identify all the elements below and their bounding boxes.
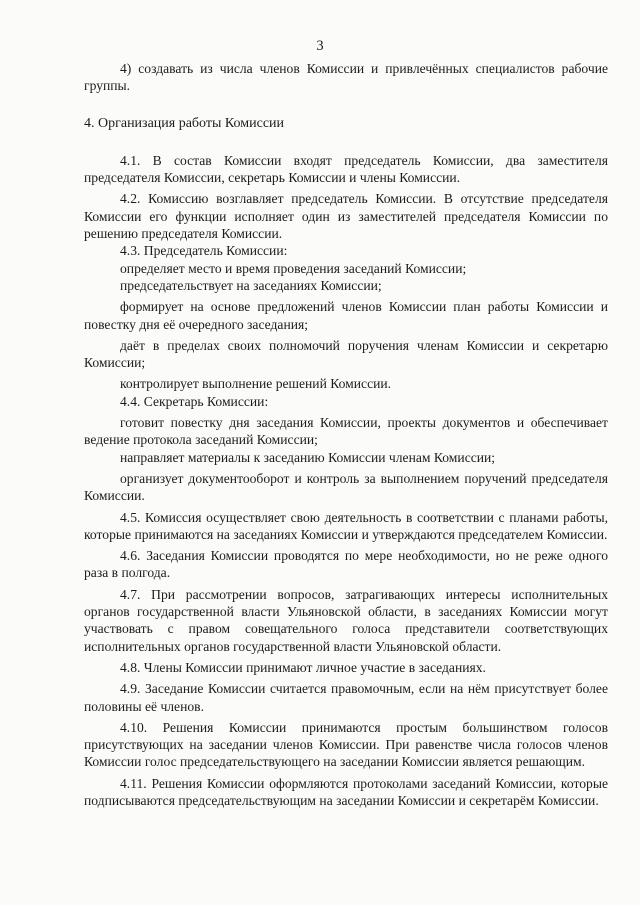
chairman-duty-4: даёт в пределах своих полномочий поручения членам Комиссии и секретарю Комиссии; (84, 337, 608, 371)
section-title: 4. Организация работы Комиссии (84, 115, 285, 131)
paragraph-4-8: 4.8. Члены Комиссии принимают личное участие в заседаниях. (120, 659, 486, 675)
paragraph-4-11: 4.11. Решения Комиссии оформляются протоколами заседаний Комиссии, которые подписываются председательствующим на заседании Комиссии и секретарём Комиссии. (84, 775, 608, 808)
paragraph-4-5: 4.5. Комиссия осуществляет свою деятельность в соответствии с планами работы, которые принимаются на заседаниях Комиссии и утверждаются председателем Комиссии. (84, 509, 608, 542)
document-body (84, 60, 608, 809)
secretary-duty-2: направляет материалы к заседанию Комиссии членам Комиссии; (120, 449, 496, 465)
chairman-duty-5: контролирует выполнение решений Комиссии. (120, 376, 392, 392)
paragraph-4-2: 4.2. Комиссию возглавляет председатель Комиссии. В отсутствие председателя Комиссии его функции исполняет один из заместителей председателя Комиссии по решению председателя Комиссии. (84, 191, 608, 242)
paragraph-4-1: 4.1. В состав Комиссии входят председатель Комиссии, два заместителя председателя Комиссии, секретарь Комиссии и члены Комиссии. (84, 152, 608, 186)
paragraph-4-9: 4.9. Заседание Комиссии считается правомочным, если на нём присутствует более половины её членов. (84, 681, 608, 714)
secretary-duty-3: организует документооборот и контроль за выполнением поручений председателя Комиссии. (84, 470, 608, 504)
chairman-duty-2: председательствует на заседаниях Комиссии; (120, 277, 382, 293)
chairman-duty-3: формирует на основе предложений членов Комиссии план работы Комиссии и повестку дня её очередного заседания; (84, 299, 608, 332)
paragraph-4-6: 4.6. Заседания Комиссии проводятся по мере необходимости, но не реже одного раза в полгода. (84, 548, 608, 581)
paragraph-4-10: 4.10. Решения Комиссии принимаются простым большинством голосов присутствующих на заседании членов Комиссии. При равенстве числа голосов членов Комиссии голос председательствующего на заседании Комиссии является решающим. (84, 719, 608, 770)
intro-paragraph: 4) создавать из числа членов Комиссии и привлечённых специалистов рабочие группы. (84, 61, 608, 94)
secretary-duty-1: готовит повестку дня заседания Комиссии, проекты документов и обеспечивает ведение протокола заседаний Комиссии; (84, 415, 608, 448)
page-number: 3 (316, 38, 324, 54)
paragraph-4-7: 4.7. При рассмотрении вопросов, затрагивающих интересы исполнительных органов государственной власти Ульяновской области, в заседаниях Комиссии могут участвовать с правом совещательного голоса представители соответствующих исполнительных органов государственной власти Ульяновской области. (84, 586, 608, 654)
paragraph-4-3: 4.3. Председатель Комиссии: (120, 243, 288, 259)
chairman-duty-1: определяет место и время проведения заседаний Комиссии; (120, 260, 467, 276)
paragraph-4-4: 4.4. Секретарь Комиссии: (120, 393, 269, 409)
